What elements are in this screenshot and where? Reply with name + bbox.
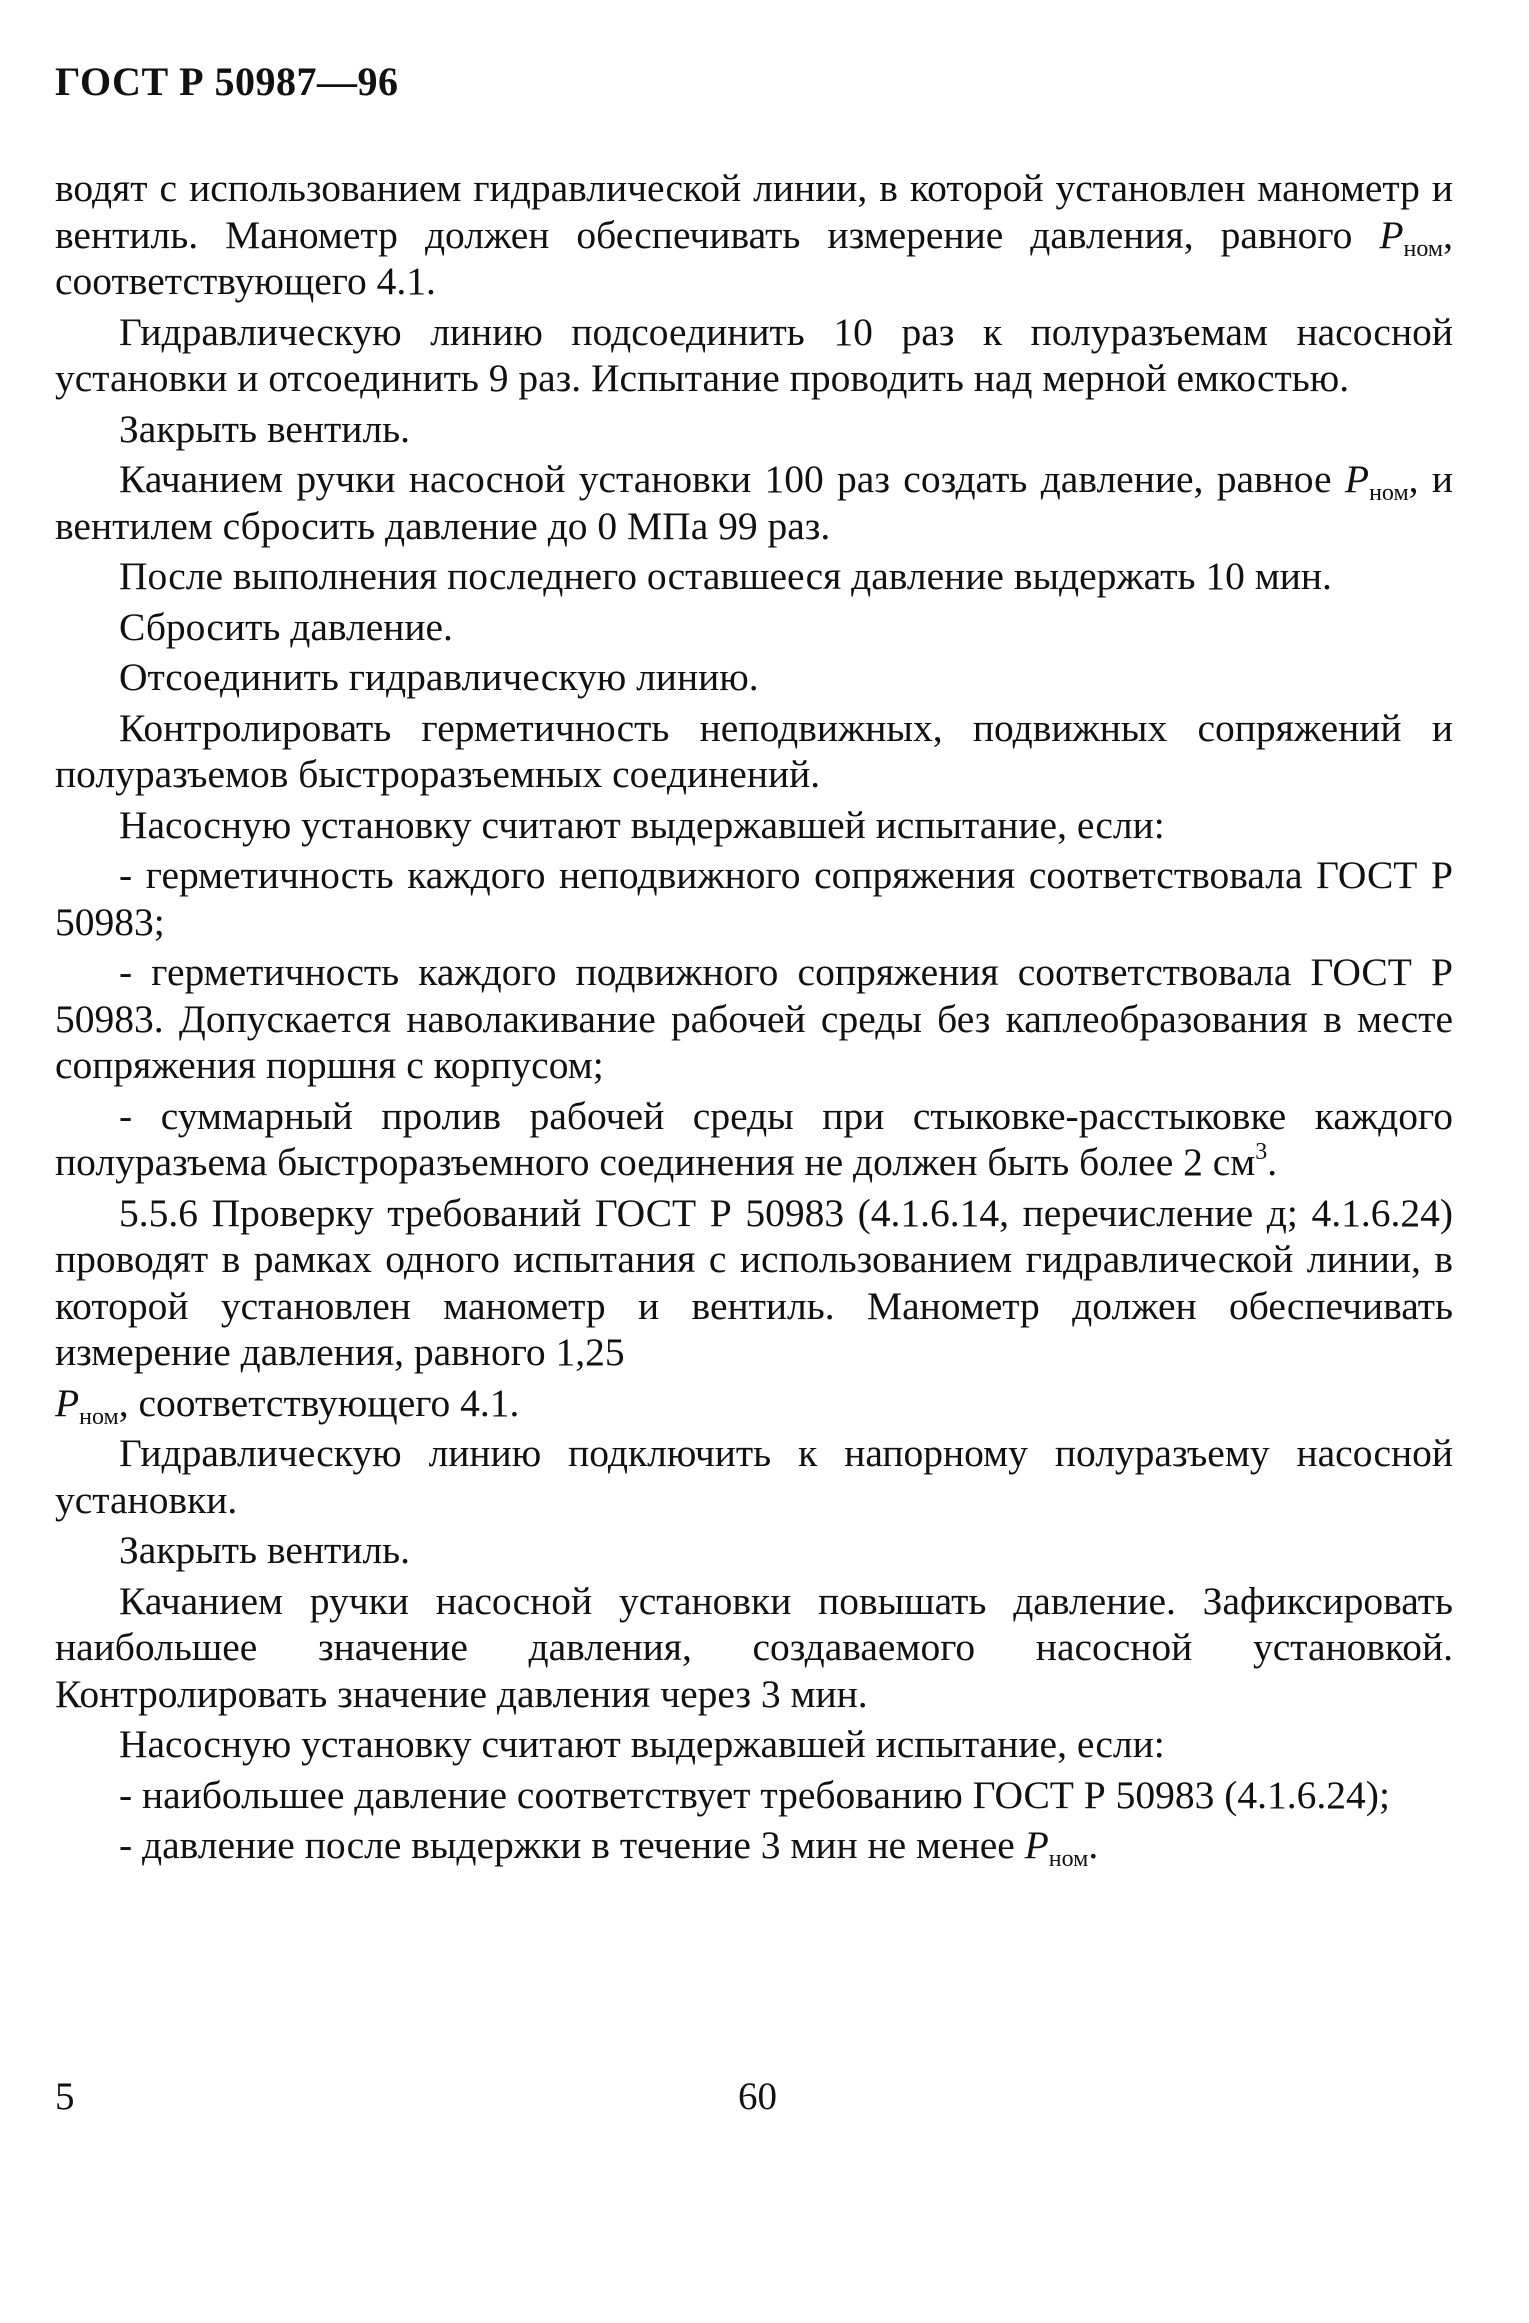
document-body [55, 165, 1454, 1872]
paragraph: После выполнения последнего оставшееся давление выдержать 10 мин. [119, 554, 1332, 598]
paragraph: Насосную установку считают выдержавшей испытание, если: [119, 802, 1165, 847]
pressure-subscript: ном [1369, 480, 1409, 506]
paragraph: Качанием ручки насосной установки повышать давление. Зафиксировать наибольшее значение давления, создаваемого насосной установкой. Контролировать значение давления через 3 мин. [55, 1578, 1453, 1716]
paragraph-text: Качанием ручки насосной установки 100 раз создать давление, равное [119, 457, 1345, 501]
paragraph-text: , соответствующего 4.1. [55, 212, 1453, 303]
sheet-number: 60 [738, 2075, 777, 2118]
pressure-symbol: P [1024, 1823, 1049, 1867]
pressure-subscript: ном [1403, 235, 1444, 262]
paragraph: Отсоединить гидравлическую линию. [119, 655, 759, 699]
paragraph: Закрыть вентиль. [119, 406, 411, 451]
paragraph [55, 1093, 1453, 1186]
pressure-subscript: ном [1048, 1846, 1089, 1872]
paragraph: Сбросить давление. [119, 604, 453, 649]
paragraph [55, 1380, 1453, 1430]
page-header: ГОСТ Р 50987—96 [55, 59, 399, 104]
page-number: 5 [55, 2075, 75, 2118]
paragraph: - герметичность каждого подвижного сопряжения соответствовала ГОСТ Р 50983. Допускается наволакивание рабочей среды без каплеобразования в месте сопряжения поршня с корпусом; [55, 950, 1453, 1087]
paragraph: Гидравлическую линию подсоединить 10 раз к полуразъемам насосной установки и отсоединить 9 раз. Испытание проводить над мерной емкостью. [55, 309, 1453, 400]
pressure-symbol: P [1344, 457, 1370, 501]
pressure-subscript: ном [79, 1403, 119, 1430]
paragraph-text: , соответствующего 4.1. [118, 1380, 520, 1425]
paragraph: - герметичность каждого неподвижного сопряжения соответствовала ГОСТ Р 50983; [55, 853, 1453, 944]
paragraph-text: водят с использованием гидравлической линии, в которой установлен манометр и вентиль. Манометр должен обеспечивать измерение давления, равного [55, 166, 1453, 257]
paragraph [55, 1822, 1453, 1872]
paragraph: Гидравлическую линию подключить к напорному полуразъему насосной установки. [55, 1431, 1453, 1522]
pressure-symbol: P [1379, 212, 1404, 257]
paragraph: Контролировать герметичность неподвижных, подвижных сопряжений и полуразъемов быстроразъемных соединений. [55, 705, 1453, 796]
paragraph: Насосную установку считают выдержавшей испытание, если: [119, 1722, 1165, 1766]
paragraph [55, 456, 1453, 549]
paragraph-text: - давление после выдержки в течение 3 мин не менее [119, 1823, 1025, 1867]
paragraph: Закрыть вентиль. [119, 1528, 411, 1572]
pressure-symbol: P [55, 1380, 80, 1425]
paragraph [55, 165, 1453, 305]
paragraph-text: . [1088, 1823, 1099, 1867]
paragraph: - наибольшее давление соответствует требованию ГОСТ Р 50983 (4.1.6.24); [119, 1772, 1390, 1817]
unit-superscript: 3 [1255, 1139, 1268, 1165]
paragraph-text: - суммарный пролив рабочей среды при стыковке-расстыковке каждого полуразъема быстроразъемного соединения не должен быть более 2 см [55, 1093, 1453, 1184]
paragraph-text: , и вентилем сбросить давление до 0 МПа 99 раз. [55, 457, 1454, 548]
paragraph-text: . [1267, 1140, 1278, 1184]
paragraph: 5.5.6 Проверку требований ГОСТ Р 50983 (4.1.6.14, перечисление д; 4.1.6.24) проводят в рамках одного испытания с использованием гидравлической линии, в которой установлен манометр и вентиль. Манометр должен обеспечивать измерение давления, равного 1,25 [55, 1190, 1453, 1374]
